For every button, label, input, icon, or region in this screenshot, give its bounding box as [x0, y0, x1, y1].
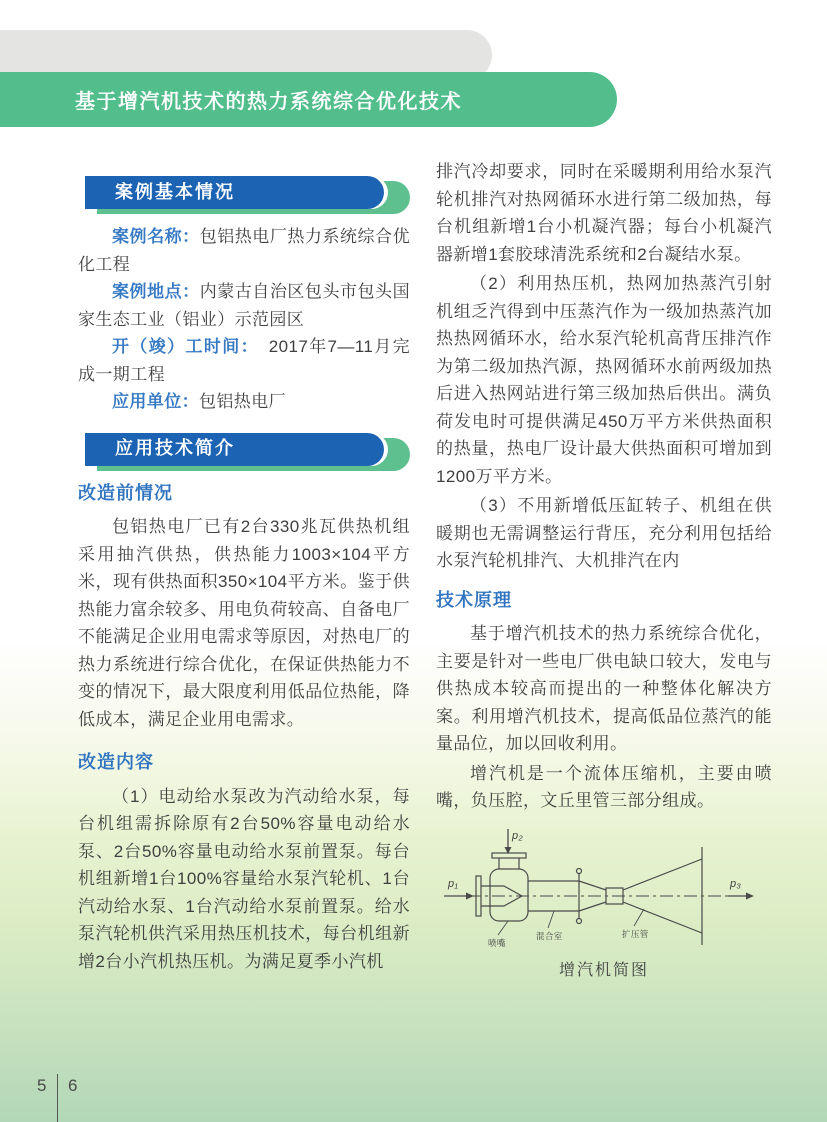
case-info-unit	[78, 388, 410, 416]
mixing-leader	[548, 911, 554, 928]
left-column	[78, 176, 410, 977]
case-info-name	[78, 223, 410, 278]
p3-arrowhead	[746, 892, 754, 899]
diffuser-label: 扩压管	[622, 928, 649, 939]
p3-label: p₃	[730, 877, 742, 890]
right-column	[436, 158, 772, 984]
case-info-value: 内蒙古自治区包头市包头国家生态工业（铝业）示范园区	[78, 282, 410, 329]
case-info-label: 应用单位：	[112, 392, 199, 411]
nozzle-label: 喷嘴	[488, 937, 506, 948]
bolt-top	[577, 868, 582, 873]
paragraph-before-retrofit: 包铝热电厂已有2台330兆瓦供热机组采用抽汽供热，供热能力1003×104平方米，现有供热面积350×104平方米。鉴于供热能力富余较多、用电负荷较高、自备电厂不能满足企业用电需求等原因，对热电厂的热力系统进行综合优化，在保证供热能力不变的情况下，最大限度利用低品位热能，降低成本，满足企业用电需求。	[78, 517, 410, 729]
footer-divider	[57, 1074, 58, 1122]
banner-label: 应用技术简介	[115, 438, 235, 459]
p2-label: p₂	[512, 829, 524, 842]
vessel-neck	[499, 858, 519, 869]
top-flange	[492, 853, 526, 858]
diffuser-leader	[634, 909, 644, 926]
case-info-value: 包铝热电厂	[199, 392, 286, 411]
paragraph-principle-1: 基于增汽机技术的热力系统综合优化，主要是针对一些电厂供电缺口较大，发电与供热成本较高而提出的一种整体化解决方案。利用增汽机技术，提高低品位蒸汽的能量品位，加以回收利用。	[436, 624, 772, 753]
nozzle-leader	[498, 921, 508, 935]
banner-blue-bar	[85, 433, 384, 466]
p1-label: p₁	[448, 877, 459, 890]
section-heading-before-retrofit: 改造前情况	[78, 482, 173, 503]
section-heading-retrofit-content: 改造内容	[78, 752, 154, 772]
banner-case-basic-info	[85, 176, 410, 209]
mixing-chamber-label: 混合室	[536, 930, 563, 941]
paragraph-item-3: （3）不用新增低压缸转子、机组在供暖期也无需调整运行背压，充分利用包括给水泵汽轮机排汽、大机排汽在内	[436, 496, 772, 570]
p1-arrowhead	[466, 892, 474, 899]
page-number-right: 6	[68, 1076, 78, 1095]
banner-label: 案例基本情况	[115, 181, 235, 202]
case-info-label: 案例名称：	[112, 227, 200, 246]
page-title: 基于增汽机技术的热力系统综合优化技术	[75, 91, 462, 113]
case-info-block	[78, 223, 410, 416]
suction-chamber	[490, 869, 528, 921]
page-number-left: 5	[37, 1076, 47, 1095]
bolt-bottom	[577, 918, 582, 923]
figure-caption: 增汽机简图	[558, 961, 649, 979]
banner-blue-bar	[85, 176, 384, 209]
section-heading-principle: 技术原理	[436, 589, 512, 610]
case-info-value: 包铝热电厂热力系统综合优化工程	[78, 227, 410, 274]
ejector-schematic-svg	[436, 823, 776, 953]
case-info-time	[78, 333, 410, 388]
steam-ejector-diagram	[436, 823, 772, 985]
banner-applied-technology	[85, 433, 410, 466]
case-info-value: 2017年7—11月完成一期工程	[78, 337, 410, 384]
case-info-label: 开（竣）工时间：	[112, 337, 251, 356]
paragraph-principle-2: 增汽机是一个流体压缩机，主要由喷嘴，负压腔，文丘里管三部分组成。	[436, 763, 772, 810]
paragraph-continued: 排汽冷却要求，同时在采暖期利用给水泵汽轮机排汽对热网循环水进行第二级加热，每台机组新增1台小机凝汽器；每台小机凝汽器新增1套胶球清洗系统和2台凝结水泵。	[436, 162, 772, 264]
case-info-label: 案例地点：	[112, 282, 200, 301]
paragraph-item-2: （2）利用热压机，热网加热蒸汽引射机组乏汽得到中压蒸汽作为一级加热蒸汽加热热网循环水，给水泵汽轮机高背压排汽作为第二级加热汽源，热网循环水前两级加热后进入热网站进行第三级加热后供出。满负荷发电时可提供满足450万平方米供热面积的热量，热电厂设计最大供热面积可增加到1200万平方米。	[436, 274, 772, 486]
header-title-band	[0, 72, 617, 127]
case-info-location	[78, 278, 410, 333]
page-footer	[0, 1068, 200, 1122]
paragraph-retrofit-content: （1）电动给水泵改为汽动给水泵，每台机组需拆除原有2台50%容量电动给水泵、2台50%容量电动给水泵前置泵。每台机组新增1台100%容量给水泵汽轮机、1台汽动给水泵、1台汽动给水泵前置泵。给水泵汽轮机供汽采用热压机技术，每台机组新增2台小汽机热压机。为满足夏季小汽机	[78, 786, 410, 971]
